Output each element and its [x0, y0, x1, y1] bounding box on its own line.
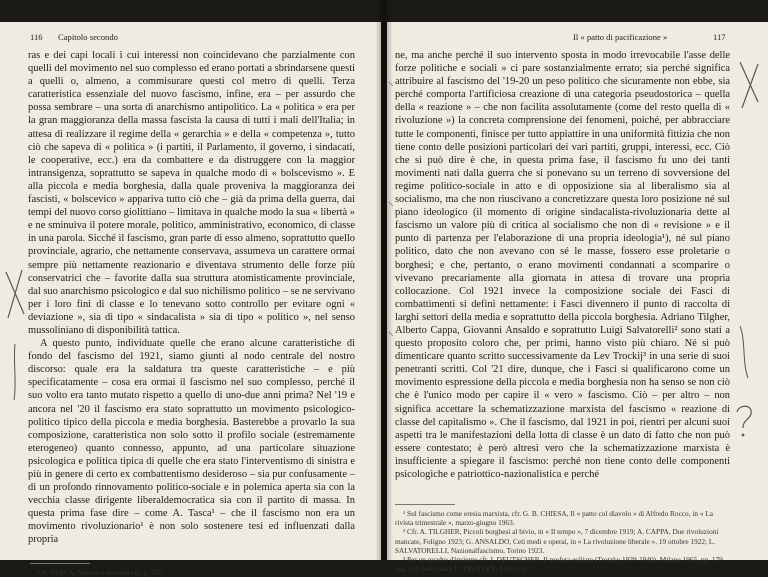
right-body-text: [395, 49, 730, 481]
right-footnote-1: ¹ Sul fascismo come eresia marxista, cfr. G. B. CHIESA, Il « patto col diavolo » di Alfredo Rocco, in « La rivista trimestrale », marzo-giugno 1963.: [395, 509, 714, 528]
left-running-head: Capitolo secondo: [58, 32, 118, 42]
left-paragraph-1: ras e dei capi locali i cui interessi non coincidevano che parzialmente con quelli del movimento nel suo complesso ed erano portati a sbrindarsene questi a quelli o, almeno, a commisurare questi col metro di quelli. Terza caratteristica essenziale del nuovo fascismo, infine, era – per assurdo che possa sembrare – una sorta di anarchismo antipolitico. La « politica » era per la gran maggioranza della massa fascista la causa di tutti i mali dell'Italia; in attesa di realizzare il regime della « gerarchia » e della « competenza », tutto ciò che sapeva di « politica » (i partiti, il Parlamento, il governo, i sindacati, le cooperative, ecc.) era da combattere e da distruggere con la maggior intransigenza, soprattutto se sapeva in qualche modo di « bolscevismo ». E alla piccola e media borghesia, dalla quale proveniva la maggioranza dei fascisti, « bolscevico » appariva tutto ciò che – già da prima della guerra, dai tempi del nuovo corso giolittiano – limitava in qualche modo la sua « libertà » e ne sminuiva il potere morale, politico, amministrativo, economico, di classe in una parola. Sicché il fascismo, gran parte di esso almeno, soprattutto quello provinciale, agrario, che nettamente conservava, assumeva un carattere ormai sempre più nettamente reazionario e diventava strumento delle forze più conservatrici che – favorite dalla sua struttura atomisticamente provinciale, dal suo anarchismo psicologico e dal suo nichilismo politico – se ne servivano per i loro fini di classe e lo tenevano sotto controllo per evitare ogni « deviazione », sia di tipo « sindacalista » sia di tipo « politico », nel senso mussoliniano di disponibilità tattica.: [28, 50, 355, 336]
left-footnote-rule: [30, 563, 90, 564]
left-body-text: [28, 49, 355, 547]
pencil-x-mark-icon: [2, 252, 28, 332]
pencil-margin-line-icon: [3, 342, 25, 402]
pencil-margin-bracket-icon: [732, 322, 762, 382]
right-footnote-3: ³ Per un quadro d'insieme cfr. I. DEUTSCHER, Il profeta esiliato (Trotzky 1929-1940), Milano 1965, pp. 179 sgg. e in particolare L. TROTZKY, Écrits cit.: [395, 555, 723, 574]
right-footnote-2: ² Cfr. A. TILGHER, Piccoli borghesi al bivio, in « Il tempo », 7 dicembre 1919; A. CAPPA, Due rivoluzioni mancate, Foligno 1923; G. ANSALDO, Cetì medi e operai, in « La rivoluzione liberale », 19 ottobre 1922; L. SALVATORELLI, Nazionalfascismo, Torino 1923.: [395, 527, 719, 555]
left-paragraph-2: A questo punto, individuate quelle che erano alcune caratteristiche di fondo del fascismo del 1921, siamo giunti al nodo centrale del nostro discorso: quale era la saldatura tra queste caratteristiche – e più specificatamente – cosa era ormai il fascismo nel suo complesso, perché il suo volto era tanto mutato rispetto a quello di uno-due anni prima? Nel '19 e ancora nel '20 il fascismo era stato soprattutto un movimento psicologico-politico tipico della piccola e media borghesia. Basterebbe a provarlo la sua composizione, caratteristica non solo sotto il profilo sociale (estremamente eterogeneo) quanto connesso, appunto, ad una particolare situazione psicologica e politica tipica di quelle che era stato l'interventismo di sinistra e più in genere di certo ex combattentismo desideroso – sia pur confusamente – di un profondo rinnovamento politico-sociale e in polemica aperta sia con la vecchia classe dirigente liberaldemocratica sia con il partito di massa. In questa prima fase dire – come A. Tasca¹ – che il fascismo non era un movimento rivoluzionario¹ è non solo sostenere tesi ed influenzati dalla propria: [28, 338, 355, 546]
left-page: [0, 22, 381, 577]
right-page-number: 117: [713, 32, 726, 42]
right-footnote-rule: [395, 504, 455, 505]
right-paragraph-1: ne, ma anche perché il suo intervento sposta in modo irrevocabile l'asse delle forze politiche e sociali » ci pare sostanzialmente errato; sia perché significa attribuire al fascismo del '19-20 un peso politico che sicuramente non ebbe, sia perché comporta l'artificiosa creazione di una categoria pseudostorica – quella della « reazione » – che non facilita assolutamente (come del resto quella di « rivoluzione ») la concreta comprensione dei fenomeni, poiché, per abbracciare tutte le componenti, finisce per tutto appiattire in una uniformità fittizia che non tiene conto delle posizioni particolari dei vari partiti, gruppi, interessi, ecc. Ciò che si può dire è che, in questa prima fase, il fascismo fu uno dei tanti movimenti nati dalla guerra che si ponevano su un terreno di sovversione del regime politico-sociale in atto e di opposizione sia al liberalismo sia al socialismo, ma che non riuscivano a concretizzare questa loro posizione né sul piano ideologico (il momento di origine sindacalista-rivoluzionaria dette al fascismo un valore più di critica al socialismo che non di « revisione » e il punto di partenza per l'elaborazione di una propria ideologia¹), né sul piano politico, dato che non avevano con sé le masse, fossero esse proletarie o borghesi; e che, pertanto, o erano movimenti condannati a scomparire o vivevano precariamente alla giornata in attesa di trovare una propria collocazione. Col 1921 invece la composizione sociale dei Fasci di combattimenti si definì nettamente: i Fasci divennero il punto di raccolta di larghi settori della media e soprattutto della piccola borghesia. Adriano Tilgher, Alberto Cappa, Giovanni Ansaldo e soprattutto Luigi Salvatorelli² sono stati a questo proposito coloro che, per primi, hanno visto più chiaro. Né si può dimenticare quanto scritto successivamente da Lev Trockij³ in una serie di suoi penetranti scritti. Col '21 dire, dunque, che i Fasci si qualificarono come un movimento espressione della piccola e media borghesia non ha senso se non ciò che è l'unico modo per capire il « vero » fascismo. Ciò – per altro – non significa accettare la schematizzazione marxista del fascismo « reazione di classe del capitalismo ». Che il fascismo, dal 1921 in poi, rientri per alcuni suoi aspetti tra le manifestazioni della lotta di classe è un dato di fatto che non può essere contestato; è però altresì vero che la schematizzazione marxista è insufficiente a spiegare il fascismo: perché non tiene conto delle componenti psicologiche e patriottico-nazionalistica e perché: [395, 50, 730, 480]
right-page: [387, 22, 768, 574]
left-footnote-1: ¹ A. TASCA, Nascita e avvento cit., p. 355.: [38, 568, 164, 577]
pencil-x-mark-icon: [734, 52, 764, 122]
right-footnotes: [395, 509, 730, 573]
pencil-question-mark-icon: [727, 402, 763, 442]
left-footnotes: [30, 568, 350, 577]
right-running-head: Il « patto di pacificazione »: [573, 32, 668, 42]
book-gutter: [375, 0, 393, 560]
left-page-number: 116: [30, 32, 43, 42]
